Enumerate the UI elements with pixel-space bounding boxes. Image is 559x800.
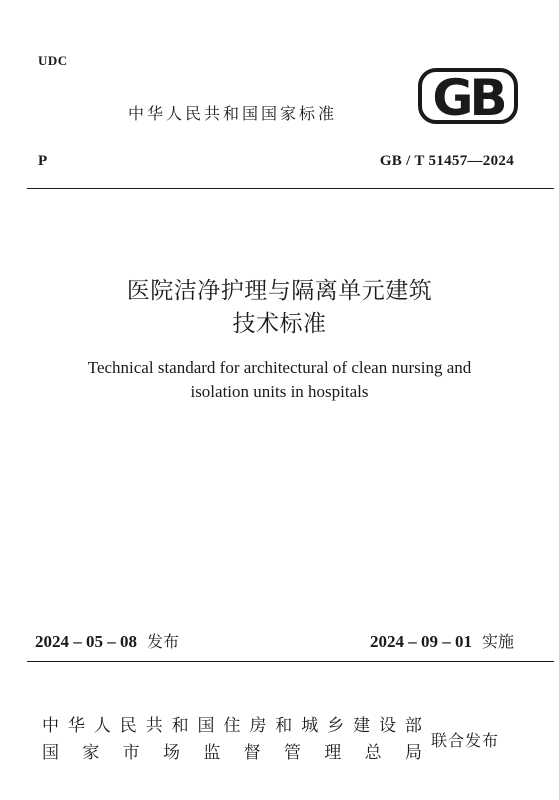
title-chinese <box>0 275 559 341</box>
issuer-char: 管 <box>283 743 301 763</box>
gb-logo-text: GB <box>432 69 504 124</box>
title-english-line1: Technical standard for architectural of clean nursing and <box>87 358 472 377</box>
effective-date: 2024 – 09 – 01 <box>369 632 472 651</box>
effective-date-block <box>370 629 514 652</box>
issuer-line1 <box>42 713 422 740</box>
issuer-char: 城 <box>301 716 319 736</box>
issuer-char: 人 <box>93 716 111 736</box>
issuer-char: 总 <box>364 743 382 763</box>
issue-date-block <box>35 629 179 652</box>
issuer-line2 <box>42 740 422 767</box>
bottom-divider <box>27 661 554 662</box>
issuer-char: 督 <box>243 743 261 763</box>
issuer-char: 华 <box>67 716 85 736</box>
standard-number: GB / T 51457—2024 <box>379 153 514 169</box>
national-standard-heading: 中华人民共和国国家标准 <box>128 104 338 123</box>
issuer-char: 设 <box>378 716 396 736</box>
issuer-char: 共 <box>145 716 163 736</box>
top-divider <box>27 188 554 189</box>
issuer-char: 住 <box>223 716 241 736</box>
title-english <box>0 356 559 404</box>
effective-label: 实施 <box>481 632 514 651</box>
issuer-char: 国 <box>197 716 215 736</box>
issuer-char: 和 <box>275 716 293 736</box>
issuer-char: 家 <box>82 743 100 763</box>
issuer-char: 国 <box>42 743 59 763</box>
issue-label: 发布 <box>147 632 180 651</box>
issuer-char: 理 <box>324 743 342 763</box>
title-english-line2: isolation units in hospitals <box>190 382 369 401</box>
issuer-char: 中 <box>42 716 59 736</box>
issuer-char: 监 <box>203 743 221 763</box>
issuer-char: 房 <box>249 716 267 736</box>
issue-date: 2024 – 05 – 08 <box>35 632 137 651</box>
category-code: P <box>38 153 48 169</box>
issuer-char: 场 <box>162 743 180 763</box>
udc-label: UDC <box>38 53 68 68</box>
joint-issue-label: 联合发布 <box>431 731 500 750</box>
title-chinese-line2: 技术标准 <box>232 311 327 337</box>
issuer-char: 和 <box>171 716 189 736</box>
issuer-char: 市 <box>122 743 140 763</box>
gb-logo-icon <box>418 68 518 124</box>
title-chinese-line1: 医院洁净护理与隔离单元建筑 <box>126 278 433 304</box>
issuer-char: 部 <box>404 716 422 736</box>
issuer-char: 乡 <box>327 716 345 736</box>
issuer-char: 局 <box>404 743 422 763</box>
issuer-char: 民 <box>119 716 137 736</box>
issuer-char: 建 <box>353 716 371 736</box>
issuer-block <box>42 713 422 767</box>
